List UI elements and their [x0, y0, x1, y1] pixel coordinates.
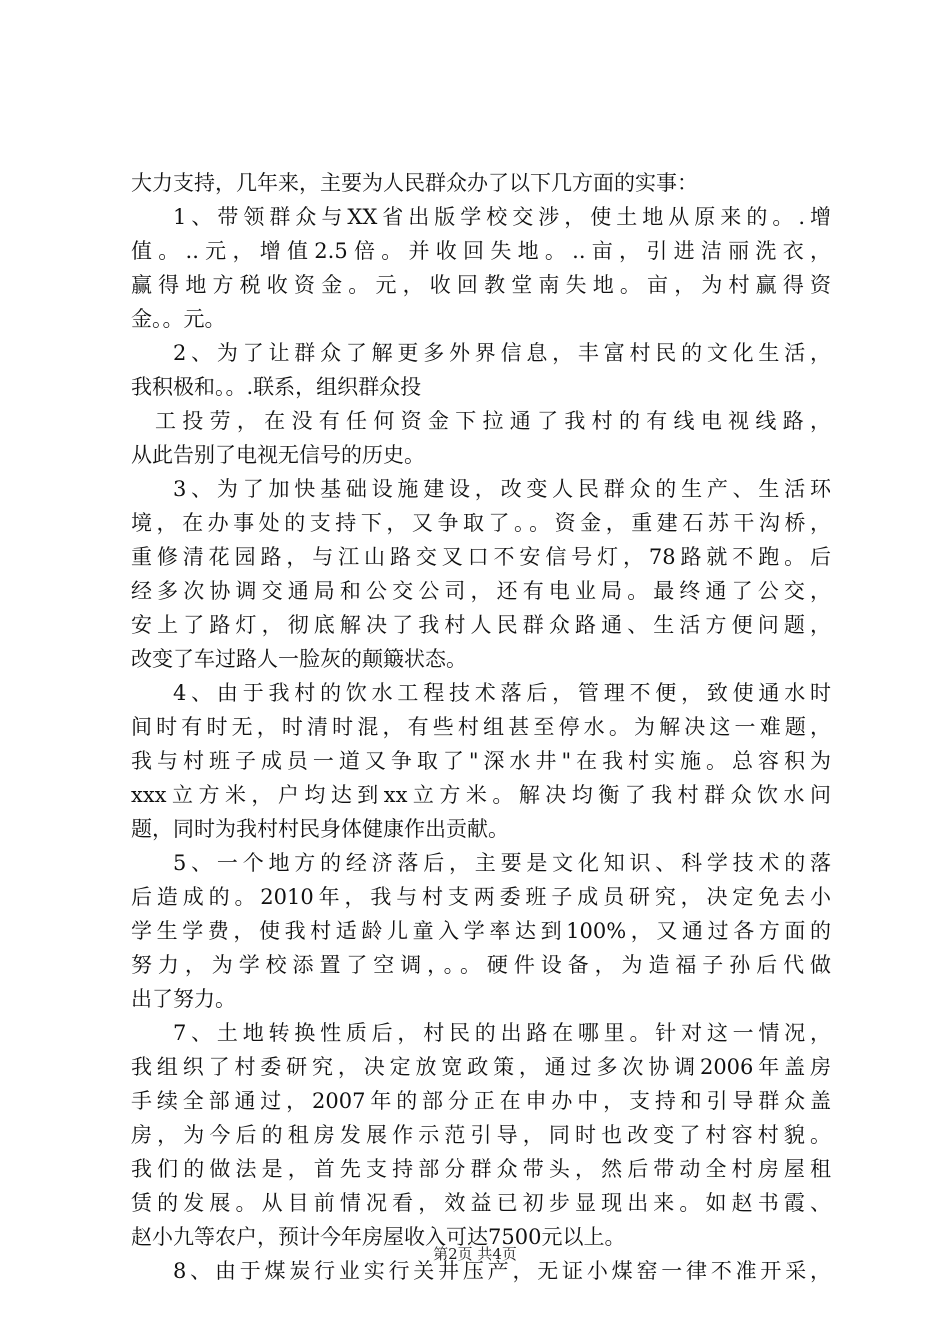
paragraph-line: 2、为了让群众了解更多外界信息，丰富村民的文化生活， — [173, 341, 831, 365]
paragraph-line: 工投劳，在没有任何资金下拉通了我村的有线电视线路， — [155, 409, 831, 433]
paragraph-line: 题，同时为我村村民身体健康作出贡献。 — [131, 817, 509, 841]
paragraph-line: 手续全部通过，2007年的部分正在申办中，支持和引导群众盖 — [131, 1089, 831, 1113]
paragraph-line: 房，为今后的租房发展作示范引导，同时也改变了村容村貌。 — [131, 1123, 831, 1147]
paragraph-line: 我与村班子成员一道又争取了"深水井"在我村实施。总容积为 — [131, 749, 831, 773]
paragraph-line: 赢得地方税收资金。元，收回教堂南失地。亩，为村赢得资 — [131, 273, 831, 297]
paragraph-line: 4、由于我村的饮水工程技术落后，管理不便，致使通水时 — [173, 681, 831, 705]
paragraph-line: 安上了路灯，彻底解决了我村人民群众路通、生活方便问题， — [131, 613, 831, 637]
paragraph-line: 从此告别了电视无信号的历史。 — [131, 443, 425, 467]
paragraph-line: 大力支持，几年来，主要为人民群众办了以下几方面的实事： — [131, 171, 698, 195]
paragraph-line: 我组织了村委研究，决定放宽政策，通过多次协调2006年盖房 — [131, 1055, 831, 1079]
paragraph-line: 改变了车过路人一脸灰的颠簸状态。 — [131, 647, 467, 671]
paragraph-line: 后造成的。2010年，我与村支两委班子成员研究，决定免去小 — [131, 885, 831, 909]
paragraph-line: xxx立方米，户均达到xx立方米。解决均衡了我村群众饮水问 — [131, 783, 831, 807]
paragraph-line: 赵小九等农户，预计今年房屋收入可达7500元以上。 — [131, 1225, 626, 1249]
paragraph-line: 重修清花园路，与江山路交叉口不安信号灯，78路就不跑。后 — [131, 545, 831, 569]
paragraph-line: 金。。元。 — [131, 307, 226, 331]
paragraph-line: 8、由于煤炭行业实行关井压产，无证小煤窑一律不准开采， — [173, 1259, 831, 1283]
paragraph-line: 间时有时无，时清时混，有些村组甚至停水。为解决这一难题， — [131, 715, 831, 739]
paragraph-line: 赁的发展。从目前情况看，效益已初步显现出来。如赵书霞、 — [131, 1191, 831, 1215]
page-number-footer: 第2页 共4页 — [433, 1245, 517, 1263]
paragraph-line: 值。..元，增值2.5倍。并收回失地。..亩，引进洁丽洗衣， — [131, 239, 831, 263]
paragraph-line: 我们的做法是，首先支持部分群众带头，然后带动全村房屋租 — [131, 1157, 831, 1181]
document-body — [131, 166, 831, 1288]
paragraph-line: 7、土地转换性质后，村民的出路在哪里。针对这一情况， — [173, 1021, 831, 1045]
paragraph-line: 境，在办事处的支持下，又争取了。。资金，重建石苏干沟桥， — [131, 511, 831, 535]
paragraph-line: 学生学费，使我村适龄儿童入学率达到100%，又通过各方面的 — [131, 919, 831, 943]
paragraph-line: 3、为了加快基础设施建设，改变人民群众的生产、生活环 — [173, 477, 831, 501]
paragraph-line: 努力，为学校添置了空调，。。硬件设备，为造福子孙后代做 — [131, 953, 831, 977]
paragraph-line: 我积极和。。.联系，组织群众投 — [131, 375, 422, 399]
paragraph-line: 5、一个地方的经济落后，主要是文化知识、科学技术的落 — [173, 851, 831, 875]
paragraph-line: 经多次协调交通局和公交公司，还有电业局。最终通了公交， — [131, 579, 831, 603]
paragraph-line: 出了努力。 — [131, 987, 236, 1011]
paragraph-line: 1、带领群众与XX省出版学校交涉，使土地从原来的。.增 — [173, 205, 831, 229]
